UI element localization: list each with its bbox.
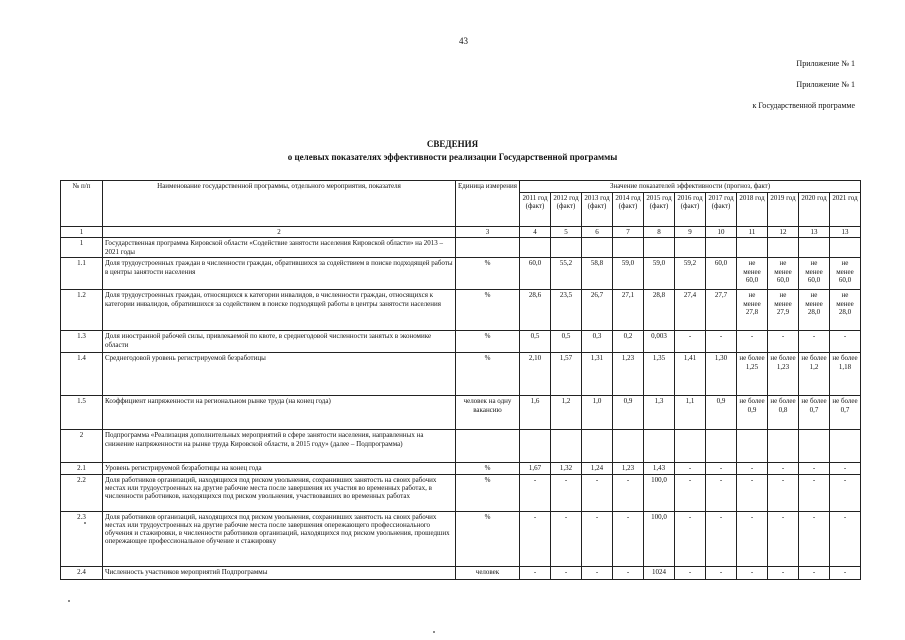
- indicator-value: 59,2: [675, 258, 706, 290]
- indicator-value: не более 0,8: [768, 396, 799, 430]
- column-numbers-row: [61, 227, 861, 238]
- indicator-value: не более 0,7: [830, 396, 861, 430]
- indicator-value: [520, 430, 551, 463]
- indicator-value: -: [737, 331, 768, 353]
- table-row: [61, 258, 861, 290]
- indicator-name: Подпрограмма «Реализация дополнительных мероприятий в сфере занятости населения, направленных на снижение напряженности на рынке труда Кировской области, в 2015 году» (далее – Подпрограмма): [103, 430, 456, 463]
- row-number: 2.3: [61, 511, 103, 566]
- indicator-value: 1,35: [644, 353, 675, 396]
- indicator-value: не менее 27,9: [768, 290, 799, 331]
- indicator-value: -: [706, 474, 737, 511]
- indicator-value: 1,67: [520, 463, 551, 474]
- indicator-value: [768, 238, 799, 258]
- indicator-value: [551, 430, 582, 463]
- indicator-value: [551, 238, 582, 258]
- indicator-value: -: [675, 331, 706, 353]
- indicator-value: не менее 60,0: [830, 258, 861, 290]
- column-number: 10: [706, 227, 737, 238]
- indicator-unit: %: [456, 463, 520, 474]
- indicator-name: Государственная программа Кировской области «Содействие занятости населения Кировской области» на 2013 – 2021 годы: [103, 238, 456, 258]
- indicator-unit: человек на одну вакансию: [456, 396, 520, 430]
- scan-speck: [84, 522, 86, 524]
- indicator-value: не менее 28,0: [799, 290, 830, 331]
- indicator-value: -: [582, 474, 613, 511]
- table-row: [61, 511, 861, 566]
- indicator-value: 27,4: [675, 290, 706, 331]
- indicator-value: -: [768, 463, 799, 474]
- indicator-unit: %: [456, 353, 520, 396]
- indicator-value: 100,0: [644, 474, 675, 511]
- column-number: 13: [830, 227, 861, 238]
- column-number: 2: [103, 227, 456, 238]
- header-year: 2016 год (факт): [675, 193, 706, 227]
- indicator-value: 28,8: [644, 290, 675, 331]
- indicators-table: [60, 180, 861, 580]
- table-row: [61, 238, 861, 258]
- indicator-name: Коэффициент напряженности на региональном рынке труда (на конец года): [103, 396, 456, 430]
- column-number: 7: [613, 227, 644, 238]
- indicator-value: [613, 430, 644, 463]
- indicator-value: не менее 60,0: [737, 258, 768, 290]
- indicator-value: -: [830, 331, 861, 353]
- indicator-value: [830, 430, 861, 463]
- indicator-value: -: [613, 511, 644, 566]
- indicator-value: 0,9: [706, 396, 737, 430]
- header-year: 2021 год: [830, 193, 861, 227]
- indicator-value: 27,1: [613, 290, 644, 331]
- indicator-unit: %: [456, 474, 520, 511]
- table-row: [61, 396, 861, 430]
- column-number: 1: [61, 227, 103, 238]
- indicator-value: -: [582, 566, 613, 579]
- indicator-name: Доля иностранной рабочей силы, привлекаемой по квоте, в среднегодовой численности занятых в экономике области: [103, 331, 456, 353]
- indicator-value: -: [830, 566, 861, 579]
- table-body: [61, 238, 861, 579]
- header-year: 2013 год (факт): [582, 193, 613, 227]
- row-number: 1: [61, 238, 103, 258]
- indicator-value: 0,5: [551, 331, 582, 353]
- row-number: 1.4: [61, 353, 103, 396]
- indicator-value: не более 1,25: [737, 353, 768, 396]
- indicator-value: -: [799, 463, 830, 474]
- header-year: 2014 год (факт): [613, 193, 644, 227]
- indicator-value: 0,9: [613, 396, 644, 430]
- indicator-value: 1,57: [551, 353, 582, 396]
- indicator-value: 1,6: [520, 396, 551, 430]
- indicator-value: -: [737, 463, 768, 474]
- indicator-value: -: [520, 566, 551, 579]
- indicator-unit: человек: [456, 566, 520, 579]
- header-num: № п/п: [61, 181, 103, 227]
- indicator-value: -: [768, 511, 799, 566]
- table-row: [61, 566, 861, 579]
- indicator-value: -: [830, 463, 861, 474]
- indicator-value: 2,10: [520, 353, 551, 396]
- row-number: 2: [61, 430, 103, 463]
- indicator-value: 1,30: [706, 353, 737, 396]
- indicator-value: [799, 430, 830, 463]
- indicator-value: [830, 238, 861, 258]
- indicator-value: 60,0: [706, 258, 737, 290]
- indicator-value: 1,23: [613, 353, 644, 396]
- header-year: 2018 год: [737, 193, 768, 227]
- indicator-value: 27,7: [706, 290, 737, 331]
- column-number: 5: [551, 227, 582, 238]
- indicator-value: не более 1,2: [799, 353, 830, 396]
- table-row: [61, 331, 861, 353]
- row-number: 1.5: [61, 396, 103, 430]
- header-year: 2012 год (факт): [551, 193, 582, 227]
- indicator-value: [675, 238, 706, 258]
- indicator-value: [706, 430, 737, 463]
- indicator-value: -: [768, 566, 799, 579]
- column-number: 9: [675, 227, 706, 238]
- indicator-value: [613, 238, 644, 258]
- table-row: [61, 430, 861, 463]
- indicator-value: не менее 27,8: [737, 290, 768, 331]
- header-year: 2017 год (факт): [706, 193, 737, 227]
- scan-speck: [433, 631, 435, 633]
- indicator-name: Уровень регистрируемой безработицы на конец года: [103, 463, 456, 474]
- row-number: 1.3: [61, 331, 103, 353]
- indicator-value: 26,7: [582, 290, 613, 331]
- indicator-name: Численность участников мероприятий Подпрограммы: [103, 566, 456, 579]
- indicator-value: -: [830, 474, 861, 511]
- column-number: 3: [456, 227, 520, 238]
- indicator-value: -: [737, 511, 768, 566]
- indicator-value: [706, 238, 737, 258]
- indicator-name: Доля работников организаций, находящихся под риском увольнения, сохранивших занятость на своих рабочих местах или трудоустроенных на другие рабочие места после завершения опережающего профессионального обучения и стажировки, в численности работников организаций, находящихся под риском увольнения, прошедших опережающее профессиональное обучение и стажировку: [103, 511, 456, 566]
- indicator-value: 1,1: [675, 396, 706, 430]
- indicator-value: 1,32: [551, 463, 582, 474]
- indicator-value: не более 0,7: [799, 396, 830, 430]
- indicator-value: 0,5: [520, 331, 551, 353]
- column-number: 13: [799, 227, 830, 238]
- indicator-value: -: [706, 463, 737, 474]
- indicator-value: -: [799, 566, 830, 579]
- indicator-value: 55,2: [551, 258, 582, 290]
- indicator-value: -: [613, 566, 644, 579]
- indicator-value: [582, 430, 613, 463]
- row-number: 1.2: [61, 290, 103, 331]
- indicator-value: -: [737, 474, 768, 511]
- indicator-value: -: [706, 331, 737, 353]
- column-number: 8: [644, 227, 675, 238]
- indicator-value: 1,31: [582, 353, 613, 396]
- row-number: 1.1: [61, 258, 103, 290]
- indicator-value: -: [768, 474, 799, 511]
- column-number: 11: [737, 227, 768, 238]
- indicator-value: 0,003: [644, 331, 675, 353]
- indicator-value: -: [675, 463, 706, 474]
- indicator-value: -: [799, 474, 830, 511]
- header-unit: Единица измерения: [456, 181, 520, 227]
- indicator-value: -: [551, 566, 582, 579]
- row-number: 2.1: [61, 463, 103, 474]
- header-year: 2011 год (факт): [520, 193, 551, 227]
- indicator-value: [644, 238, 675, 258]
- table-row: [61, 290, 861, 331]
- indicator-name: Доля работников организаций, находящихся под риском увольнения, сохранивших занятость на своих рабочих местах или трудоустроенных на другие рабочие места после завершения их участия во временных работах, в численности работников, находящихся под риском увольнения, участвовавших во временных работах: [103, 474, 456, 511]
- indicator-value: [768, 430, 799, 463]
- indicator-value: [737, 430, 768, 463]
- indicator-value: 59,0: [613, 258, 644, 290]
- appendix-line-1: Приложение № 1: [796, 59, 855, 68]
- column-number: 4: [520, 227, 551, 238]
- indicator-value: -: [582, 511, 613, 566]
- indicator-value: -: [551, 474, 582, 511]
- header-year: 2019 год: [768, 193, 799, 227]
- header-values-group: Значение показателей эффективности (прогноз, факт): [520, 181, 861, 193]
- indicator-value: -: [737, 566, 768, 579]
- indicator-value: не более 1,18: [830, 353, 861, 396]
- indicator-name: Среднегодовой уровень регистрируемой безработицы: [103, 353, 456, 396]
- indicator-value: 1,23: [613, 463, 644, 474]
- indicator-unit: %: [456, 511, 520, 566]
- indicator-value: -: [768, 331, 799, 353]
- document-heading: СВЕДЕНИЯ: [426, 139, 479, 149]
- indicator-value: -: [520, 511, 551, 566]
- indicator-value: не менее 60,0: [768, 258, 799, 290]
- table-row: [61, 463, 861, 474]
- indicator-value: -: [520, 474, 551, 511]
- indicator-value: не менее 28,0: [830, 290, 861, 331]
- indicator-value: -: [613, 474, 644, 511]
- indicator-unit: %: [456, 331, 520, 353]
- column-number: 6: [582, 227, 613, 238]
- indicator-value: 1,2: [551, 396, 582, 430]
- indicator-name: Доля трудоустроенных граждан в численности граждан, обратившихся за содействием в поиске подходящей работы в центры занятости населения: [103, 258, 456, 290]
- indicator-value: не более 1,23: [768, 353, 799, 396]
- indicator-value: 100,0: [644, 511, 675, 566]
- indicator-value: -: [675, 474, 706, 511]
- indicator-value: 28,6: [520, 290, 551, 331]
- indicator-value: [582, 238, 613, 258]
- indicator-value: 1024: [644, 566, 675, 579]
- row-number: 2.2: [61, 474, 103, 511]
- indicator-value: [799, 238, 830, 258]
- appendix-line-3: к Государственной программе: [752, 101, 855, 110]
- indicator-value: -: [706, 511, 737, 566]
- indicator-value: [644, 430, 675, 463]
- indicator-value: 1,0: [582, 396, 613, 430]
- appendix-line-2: Приложение № 1: [796, 80, 855, 89]
- table-row: [61, 353, 861, 396]
- indicator-value: 1,24: [582, 463, 613, 474]
- table-row: [61, 474, 861, 511]
- indicator-unit: [456, 430, 520, 463]
- indicator-value: не более 0,9: [737, 396, 768, 430]
- indicator-name: Доля трудоустроенных граждан, относящихся к категории инвалидов, в численности граждан, относящихся к категории инвалидов, обратившихся за содействием в поиске подходящей работы в центры занятости населения: [103, 290, 456, 331]
- indicator-value: 60,0: [520, 258, 551, 290]
- indicator-value: -: [675, 566, 706, 579]
- indicator-value: 1,41: [675, 353, 706, 396]
- indicator-value: 1,3: [644, 396, 675, 430]
- indicator-value: 59,0: [644, 258, 675, 290]
- indicator-value: [675, 430, 706, 463]
- header-year: 2020 год: [799, 193, 830, 227]
- document-subheading: о целевых показателях эффективности реализации Государственной программы: [287, 152, 618, 162]
- indicator-unit: %: [456, 258, 520, 290]
- indicator-value: 0,3: [582, 331, 613, 353]
- indicator-unit: %: [456, 290, 520, 331]
- row-number: 2.4: [61, 566, 103, 579]
- indicator-unit: [456, 238, 520, 258]
- indicator-value: -: [799, 331, 830, 353]
- indicator-value: -: [551, 511, 582, 566]
- indicator-value: -: [706, 566, 737, 579]
- header-name: Наименование государственной программы, отдельного мероприятия, показателя: [103, 181, 456, 227]
- indicator-value: 58,8: [582, 258, 613, 290]
- header-year: 2015 год (факт): [644, 193, 675, 227]
- indicator-value: 23,5: [551, 290, 582, 331]
- column-number: 12: [768, 227, 799, 238]
- indicator-value: [737, 238, 768, 258]
- indicator-value: [520, 238, 551, 258]
- scan-speck: [68, 600, 70, 602]
- page-number: 43: [459, 36, 468, 46]
- indicator-value: не менее 60,0: [799, 258, 830, 290]
- indicator-value: 0,2: [613, 331, 644, 353]
- indicator-value: 1,43: [644, 463, 675, 474]
- indicator-value: -: [830, 511, 861, 566]
- indicator-value: -: [675, 511, 706, 566]
- indicator-value: -: [799, 511, 830, 566]
